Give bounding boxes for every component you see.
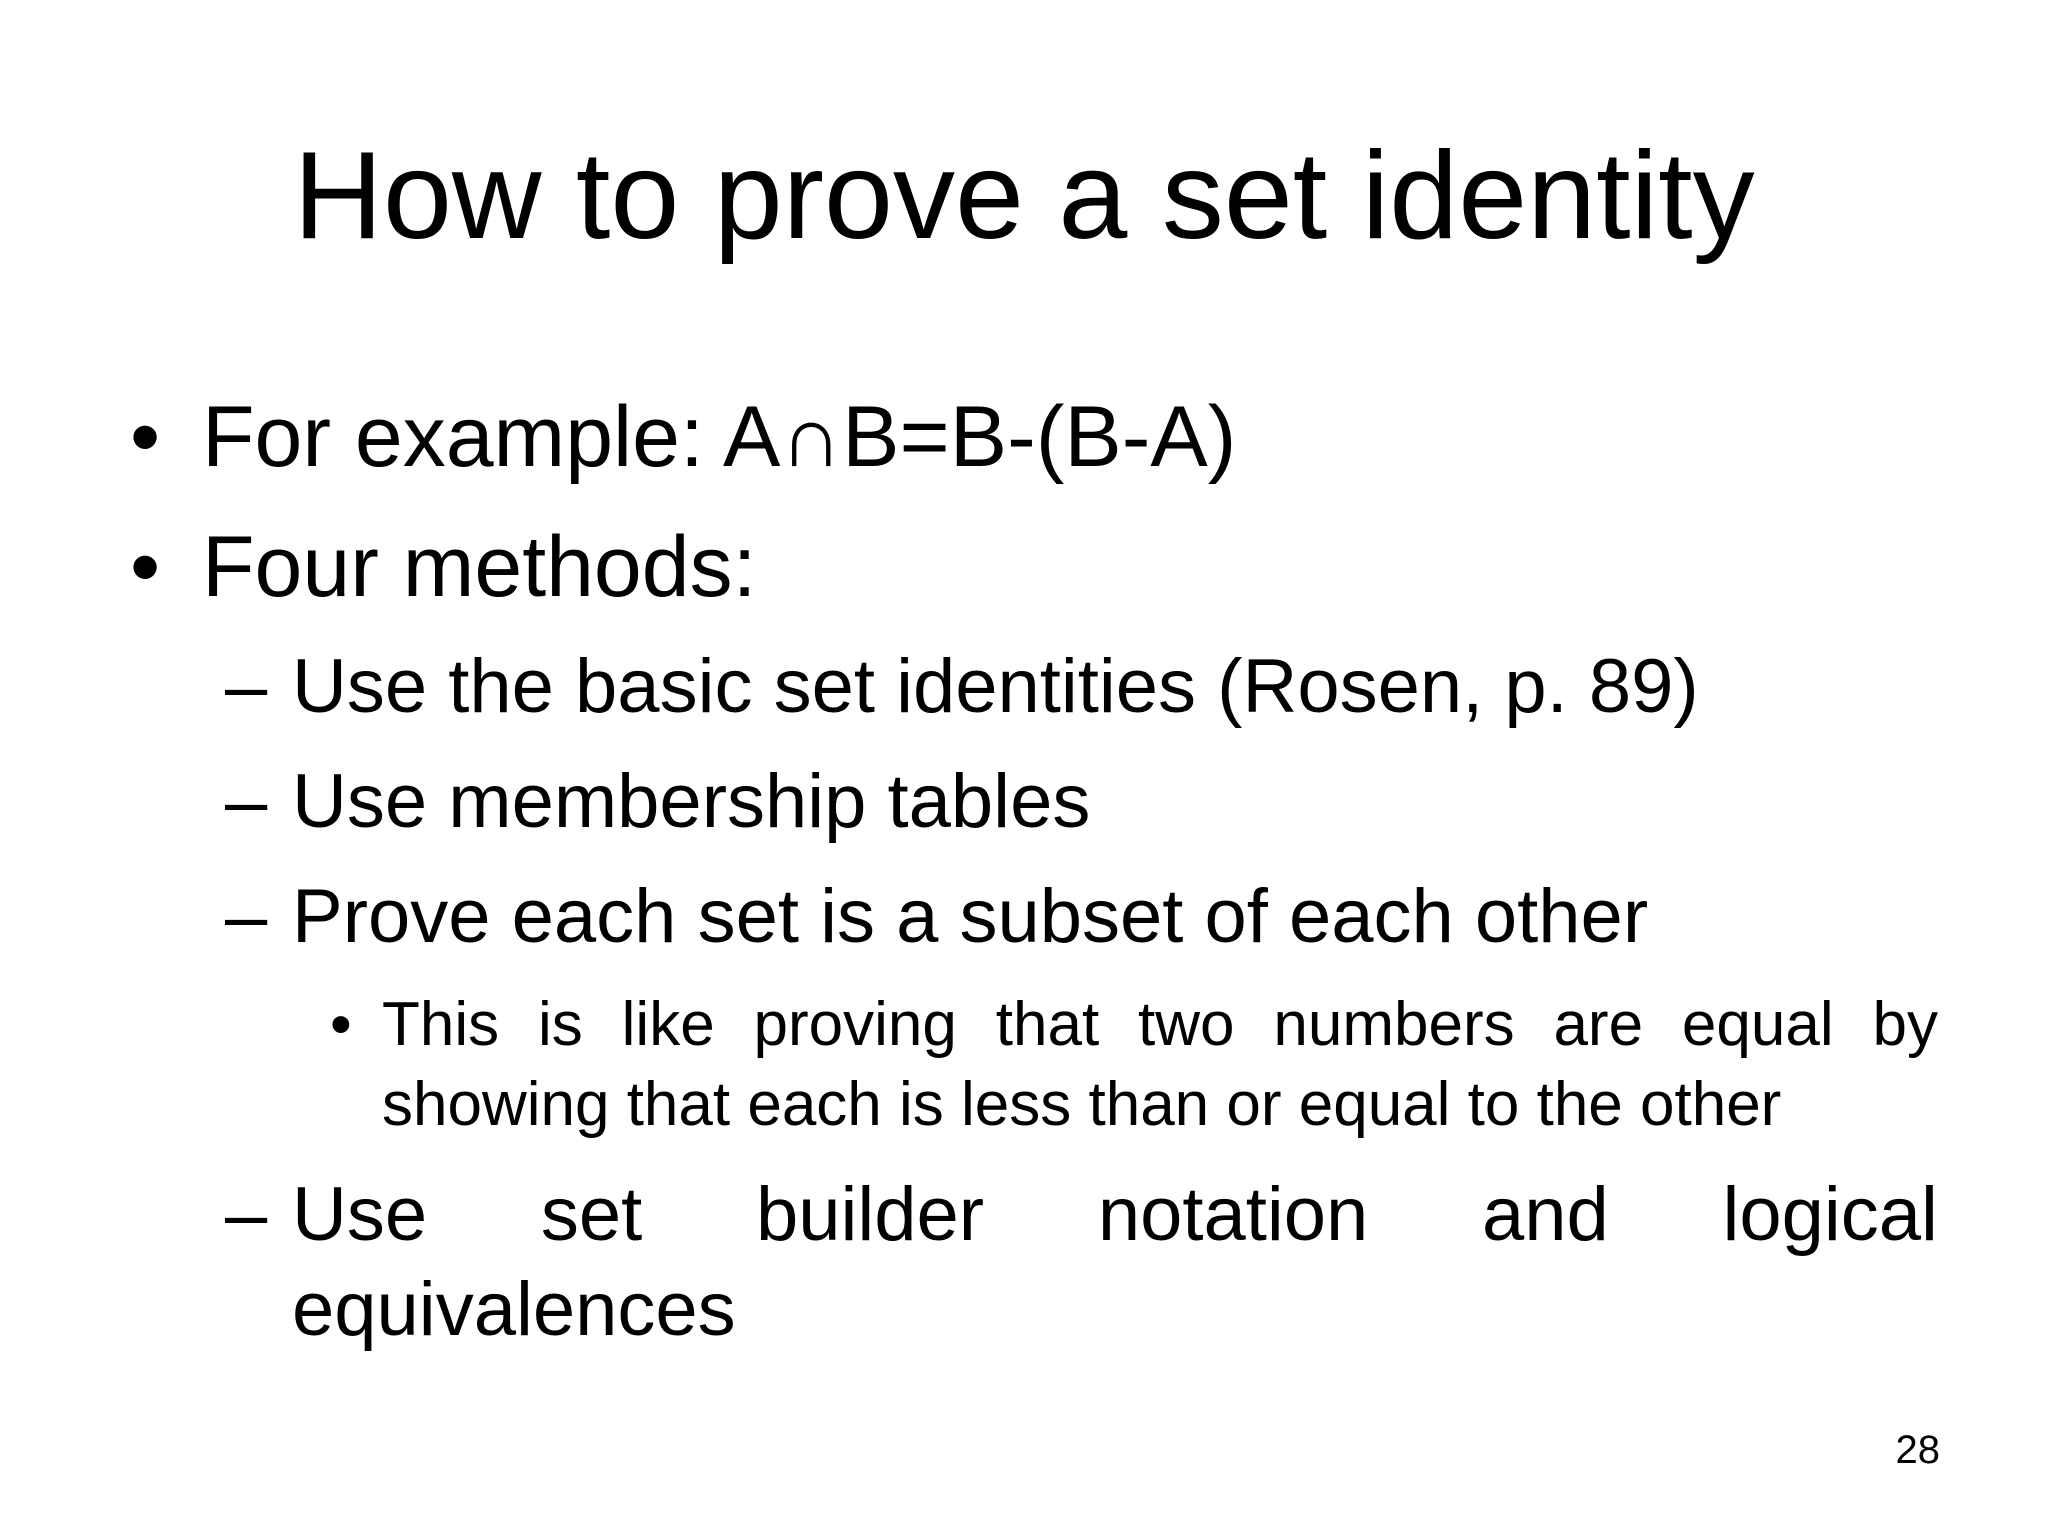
bullet-marker: • (330, 990, 352, 1059)
set-builder-word: and (1481, 1172, 1609, 1257)
analogy-word: that (995, 990, 1100, 1059)
analogy-line-1 (382, 985, 1938, 1065)
slide-title: How to prove a set identity (293, 127, 1755, 265)
analogy-word: is (538, 990, 583, 1059)
set-builder-word: notation (1097, 1172, 1369, 1257)
page-number: 28 (1895, 1428, 1940, 1472)
analogy-word: by (1872, 990, 1938, 1059)
analogy-word: equal (1681, 990, 1834, 1059)
analogy-word: numbers (1273, 990, 1515, 1059)
method-text-subset: Prove each set is a subset of each other (292, 874, 1649, 959)
set-builder-word: Use (292, 1172, 428, 1257)
set-builder-word: logical (1722, 1172, 1938, 1257)
analogy-word: proving (753, 990, 957, 1059)
analogy-word: are (1553, 990, 1644, 1059)
set-builder-word: set (540, 1172, 643, 1257)
analogy-line-2: showing that each is less than or equal to the other (382, 1070, 1782, 1139)
set-builder-line-1 (292, 1170, 1938, 1260)
set-builder-line-2: equivalences (292, 1267, 736, 1352)
method-text-basic-identities: Use the basic set identities (Rosen, p. 89) (292, 644, 1699, 729)
bullet-marker: • (130, 389, 161, 485)
analogy-word: This (382, 990, 500, 1059)
analogy-word: like (621, 990, 715, 1059)
dash-marker: – (225, 874, 268, 959)
bullet-marker: • (130, 519, 161, 615)
set-builder-word: builder (755, 1172, 985, 1257)
dash-marker: – (225, 644, 268, 729)
dash-marker: – (225, 1172, 268, 1257)
bullet-text-example: For example: A∩B=B-(B-A) (202, 389, 1237, 485)
analogy-word: two (1138, 990, 1235, 1059)
dash-marker: – (225, 759, 268, 844)
bullet-text-four-methods: Four methods: (202, 519, 757, 615)
method-text-membership-tables: Use membership tables (292, 759, 1091, 844)
